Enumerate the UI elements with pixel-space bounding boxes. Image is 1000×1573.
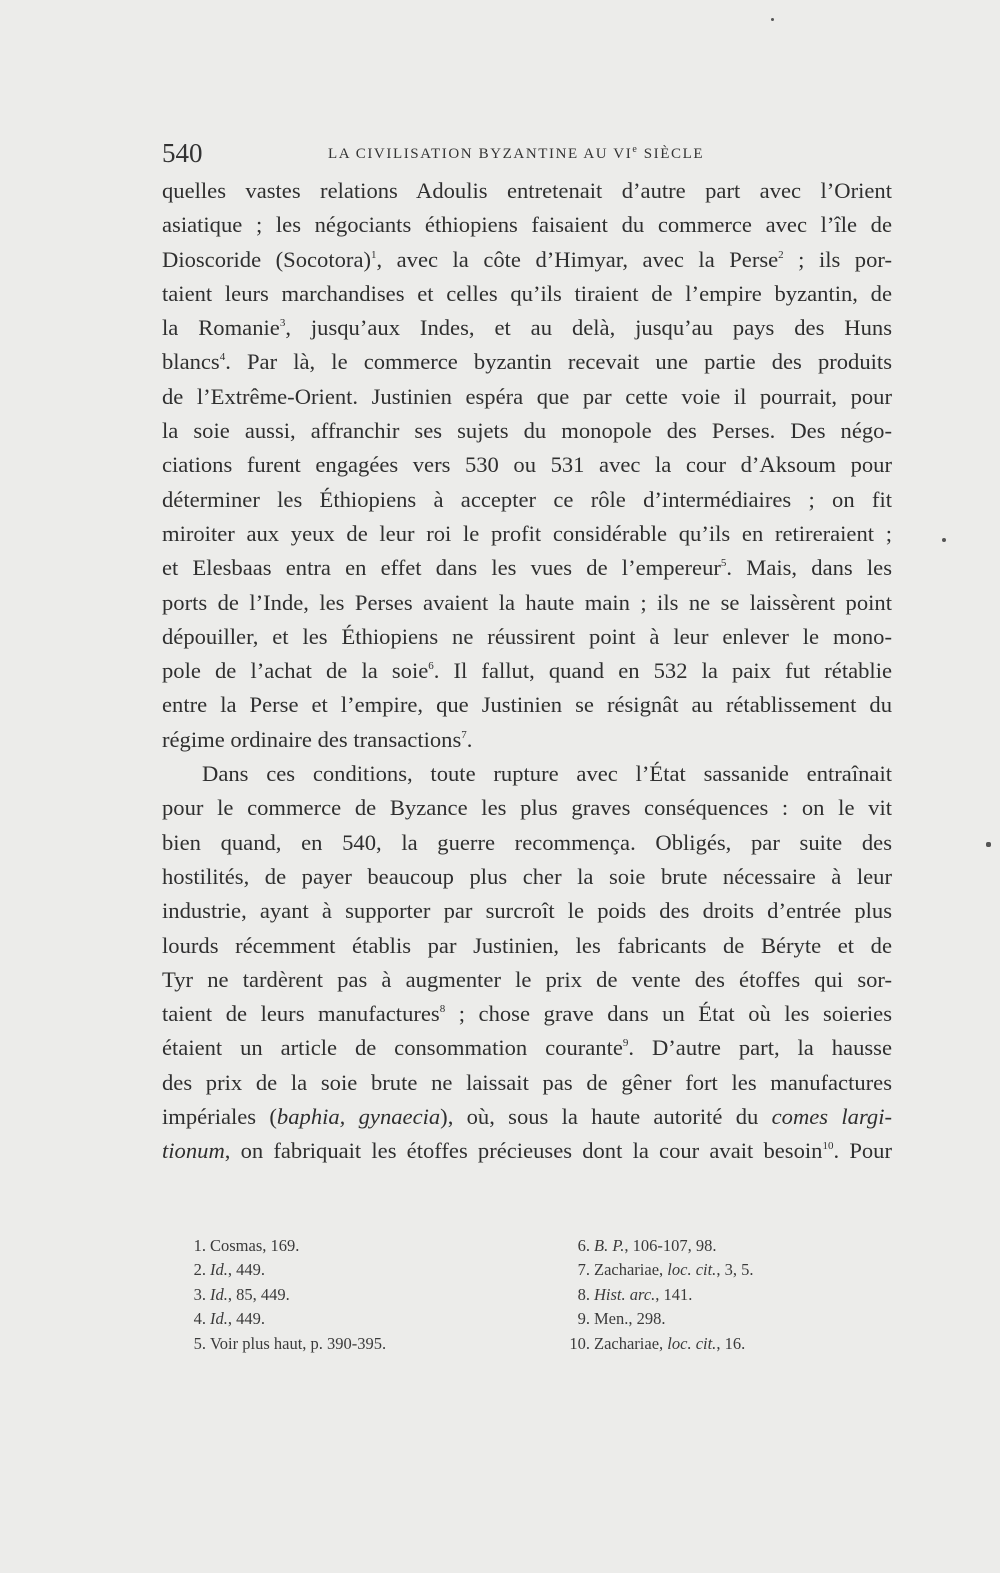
- footnote-text: , 449.: [227, 1309, 265, 1329]
- footnote-number: 2.: [193, 1260, 206, 1280]
- footnote-number: 6.: [577, 1236, 590, 1255]
- footnote-ref: 1: [371, 248, 377, 261]
- footnote-ref: 9: [622, 1037, 629, 1050]
- footnote-text: Men., 298.: [594, 1309, 666, 1329]
- text-segment: la Romanie: [162, 315, 280, 341]
- running-head: [162, 138, 892, 168]
- text-line: dépouiller, et les Éthiopiens ne réussirent point à leur enlever le mono-: [162, 623, 892, 649]
- text-line: [162, 311, 892, 345]
- footnote-number: 9.: [577, 1309, 590, 1329]
- text-line: miroiter aux yeux de leur roi le profit considérable qu’ils en retireraient ;: [162, 520, 892, 546]
- footnote-ref: 2: [778, 248, 784, 261]
- footnote-text-italic: Hist. arc.: [594, 1284, 656, 1304]
- running-title-main: LA CIVILISATION BYZANTINE AU VI: [328, 146, 633, 162]
- text-segment: . Il fallut, quand en 532 la paix fut rétablie: [433, 658, 892, 684]
- footnote-number: 4.: [193, 1309, 206, 1329]
- text-line: ciations furent engagées vers 530 ou 531 avec la cour d’Aksoum pour: [162, 452, 892, 478]
- text-segment: , jusqu’aux Indes, et au delà, jusqu’au pays des Huns: [285, 315, 892, 341]
- text-segment: , on fabriquait les étoffes précieuses dont la cour avait besoin: [224, 1138, 823, 1164]
- text-line: lourds récemment établis par Justinien, les fabricants de Béryte et de: [162, 932, 892, 958]
- text-segment: étaient un article de consommation courante: [162, 1035, 623, 1061]
- footnotes-left-column: [176, 1234, 386, 1356]
- footnote-text-italic: Id.: [210, 1284, 228, 1304]
- text-segment: . D’autre part, la hausse: [628, 1035, 892, 1061]
- footnote: [176, 1283, 386, 1307]
- text-line: [162, 654, 892, 688]
- text-line: [162, 1031, 892, 1065]
- text-line: ports de l’Inde, les Perses avaient la haute main ; ils ne se laissèrent point: [162, 589, 892, 615]
- text-segment: blancs: [162, 349, 220, 375]
- text-line: Dans ces conditions, toute rupture avec l’État sassanide entraînait: [202, 761, 892, 787]
- running-title-end: SIÈCLE: [643, 146, 705, 162]
- text-segment: ; ils por-: [783, 246, 892, 272]
- text-line: taient leurs marchandises et celles qu’ils tiraient de l’empire byzantin, de: [162, 280, 892, 306]
- text-segment: Dioscoride (Socotora): [162, 246, 371, 272]
- text-line: hostilités, de payer beaucoup plus cher la soie brute nécessaire à leur: [162, 863, 892, 889]
- footnote-text: Cosmas, 169.: [210, 1236, 300, 1255]
- footnote-text: , 141.: [655, 1284, 693, 1304]
- text-line: [162, 345, 892, 379]
- footnote-text-italic: loc. cit.: [667, 1260, 717, 1280]
- text-line: Tyr ne tardèrent pas à augmenter le prix de vente des étoffes qui sor-: [162, 966, 892, 992]
- text-segment: régime ordinaire des transactions: [162, 726, 462, 752]
- footnote-ref: 3: [279, 317, 286, 330]
- footnote-number: 3.: [193, 1284, 206, 1304]
- footnote: [560, 1234, 753, 1258]
- text-segment: taient de leurs manufactures: [162, 1001, 440, 1027]
- footnote-number: 1.: [193, 1236, 206, 1255]
- text-line: [162, 1100, 892, 1134]
- footnote-number: 7.: [577, 1260, 590, 1280]
- text-segment: ; chose grave dans un État où les soieries: [445, 1001, 892, 1027]
- text-segment: . Par là, le commerce byzantin recevait une partie des produits: [225, 349, 892, 375]
- footnote-text-italic: loc. cit.: [667, 1333, 717, 1353]
- footnote-text: , 85, 449.: [227, 1284, 290, 1304]
- text-segment: . Mais, dans les: [726, 555, 892, 581]
- footnote-ref: 6: [428, 660, 434, 673]
- text-line: asiatique ; les négociants éthiopiens faisaient du commerce avec l’île de: [162, 212, 892, 238]
- text-line: de l’Extrême-Orient. Justinien espéra que par cette voie il pourrait, pour: [162, 383, 892, 409]
- running-title: [328, 144, 704, 163]
- footnote-text: Zachariae,: [594, 1260, 668, 1280]
- footnote: [560, 1258, 753, 1282]
- footnote-text-italic: Id.: [210, 1309, 228, 1329]
- text-segment: ), où, sous la haute autorité du: [440, 1104, 772, 1130]
- text-segment-italic: baphia, gynaecia: [276, 1104, 441, 1130]
- footnote-text-italic: B. P.: [594, 1236, 625, 1255]
- footnote-ref: 8: [439, 1003, 446, 1016]
- footnote: [176, 1234, 386, 1258]
- footnote-text: , 106-107, 98.: [624, 1236, 717, 1255]
- paper-speck: [771, 18, 774, 21]
- footnote: [176, 1258, 386, 1282]
- footnote: [560, 1307, 753, 1331]
- text-line: [162, 243, 892, 277]
- text-line: bien quand, en 540, la guerre recommença. Obligés, par suite des: [162, 829, 892, 855]
- body-text: [162, 174, 892, 1169]
- text-segment: impériales (: [162, 1104, 277, 1130]
- footnote-text: Voir plus haut, p. 390-395.: [210, 1333, 387, 1353]
- footnote: [560, 1283, 753, 1307]
- text-line: déterminer les Éthiopiens à accepter ce rôle d’intermédiaires ; on fit: [162, 486, 892, 512]
- footnote-text: , 449.: [227, 1260, 265, 1280]
- footnote-number: 10.: [569, 1333, 590, 1353]
- text-segment: pole de l’achat de la soie: [162, 658, 429, 684]
- text-segment-italic: comes largi-: [771, 1104, 893, 1130]
- text-line: entre la Perse et l’empire, que Justinien se résignât au rétablissement du: [162, 692, 892, 718]
- text-line: la soie aussi, affranchir ses sujets du monopole des Perses. Des négo-: [162, 418, 892, 444]
- text-line: pour le commerce de Byzance les plus graves conséquences : on le vit: [162, 795, 892, 821]
- paper-speck: [986, 842, 991, 847]
- footnote-number: 5.: [193, 1333, 206, 1353]
- footnote-text: Zachariae,: [594, 1333, 668, 1353]
- text-line: [162, 1134, 892, 1168]
- footnote: [176, 1332, 386, 1356]
- text-line: [162, 551, 892, 585]
- footnote-number: 8.: [577, 1284, 590, 1304]
- footnote-ref: 7: [461, 728, 467, 741]
- text-line: industrie, ayant à supporter par surcroît le poids des droits d’entrée plus: [162, 898, 892, 924]
- footnotes-right-column: [560, 1234, 753, 1356]
- text-line: [162, 997, 892, 1031]
- footnote-text-italic: Id.: [210, 1260, 228, 1280]
- page-number: 540: [162, 138, 203, 168]
- text-segment: et Elesbaas entra en effet dans les vues de l’empereur: [162, 555, 721, 581]
- text-line: des prix de la soie brute ne laissait pas de gêner fort les manufactures: [162, 1069, 892, 1095]
- text-segment: .: [466, 726, 473, 752]
- footnote-text: , 3, 5.: [716, 1260, 754, 1280]
- footnote: [176, 1307, 386, 1331]
- footnote-ref: 5: [720, 557, 727, 570]
- text-segment: , avec la côte d’Himyar, avec la Perse: [376, 246, 779, 272]
- text-segment: . Pour: [833, 1138, 893, 1164]
- footnote-text: , 16.: [716, 1333, 746, 1353]
- footnote-ref: 10: [822, 1140, 834, 1153]
- footnote-ref: 4: [219, 351, 226, 364]
- running-title-sup: e: [632, 144, 639, 155]
- footnote: [560, 1332, 753, 1356]
- text-line: quelles vastes relations Adoulis entretenait d’autre part avec l’Orient: [162, 178, 892, 203]
- text-line: [162, 723, 892, 757]
- text-segment-italic: tionum: [162, 1138, 225, 1164]
- paper-speck: [942, 538, 946, 542]
